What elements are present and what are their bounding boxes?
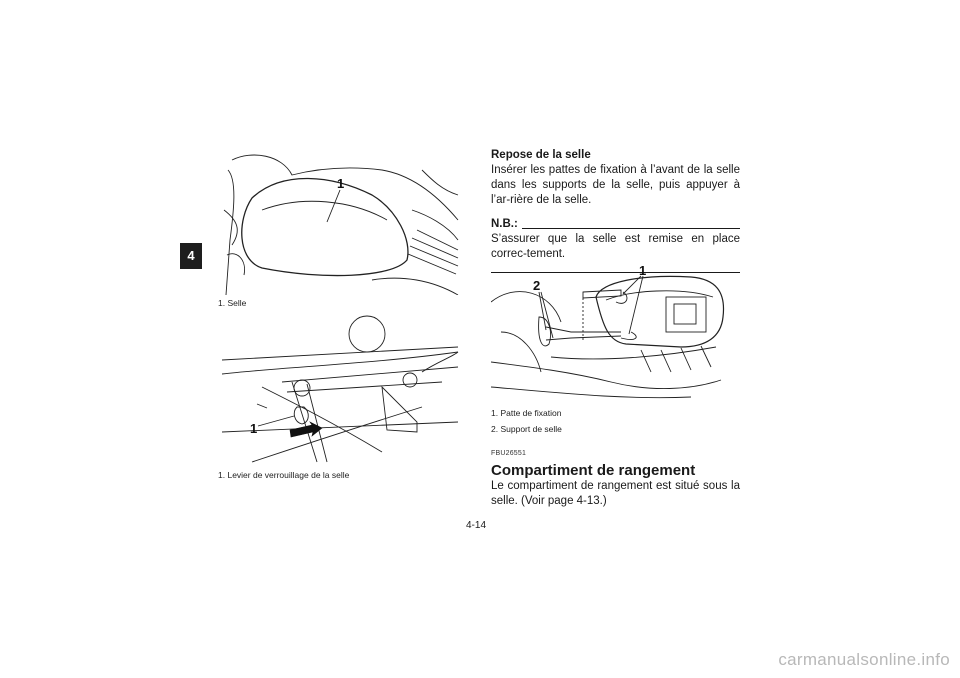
- section-code: FBU26551: [491, 450, 527, 457]
- seat-caption: [218, 298, 246, 309]
- lever-figure: [222, 312, 460, 467]
- repose-section: [491, 148, 740, 273]
- section-body: Le compartiment de rangement est situé sous la selle. (Voir page 4-13.): [491, 480, 740, 507]
- lever-caption-item: 1. Levier de verrouillage de la selle: [218, 470, 350, 480]
- tabs-caption-item-2: 2. Support de selle: [491, 424, 562, 434]
- note-rule: [522, 228, 740, 229]
- tabs-figure: [491, 262, 740, 404]
- tabs-callout-1: 1: [639, 263, 647, 278]
- lever-caption: [218, 470, 349, 481]
- storage-section: [491, 446, 740, 509]
- section-title: Compartiment de rangement: [491, 462, 696, 479]
- lever-callout-1: 1: [250, 421, 258, 436]
- seat-illustration: [222, 150, 460, 295]
- lever-illustration: [222, 312, 460, 467]
- seat-figure: [222, 150, 460, 295]
- tabs-illustration: [491, 262, 740, 404]
- watermark: carmanualsonline.info: [778, 650, 950, 669]
- tabs-caption-item-1: 1. Patte de fixation: [491, 408, 562, 418]
- repose-body: Insérer les pattes de fixation à l’avant de la selle dans les supports de la selle, puis appuyer à l’ar-rière de la selle.: [491, 164, 740, 206]
- seat-callout-1: 1: [337, 176, 345, 191]
- chapter-tab: 4: [180, 243, 202, 269]
- page-number: 4-14: [466, 520, 487, 531]
- note-label: N.B.:: [491, 218, 518, 230]
- tabs-caption: [491, 408, 562, 435]
- note-text: S’assurer que la selle est remise en place correc-tement.: [491, 233, 740, 260]
- note-header: [491, 217, 740, 232]
- seat-caption-item: 1. Selle: [218, 298, 247, 308]
- repose-heading: Repose de la selle: [491, 149, 591, 161]
- tabs-callout-2: 2: [533, 278, 541, 293]
